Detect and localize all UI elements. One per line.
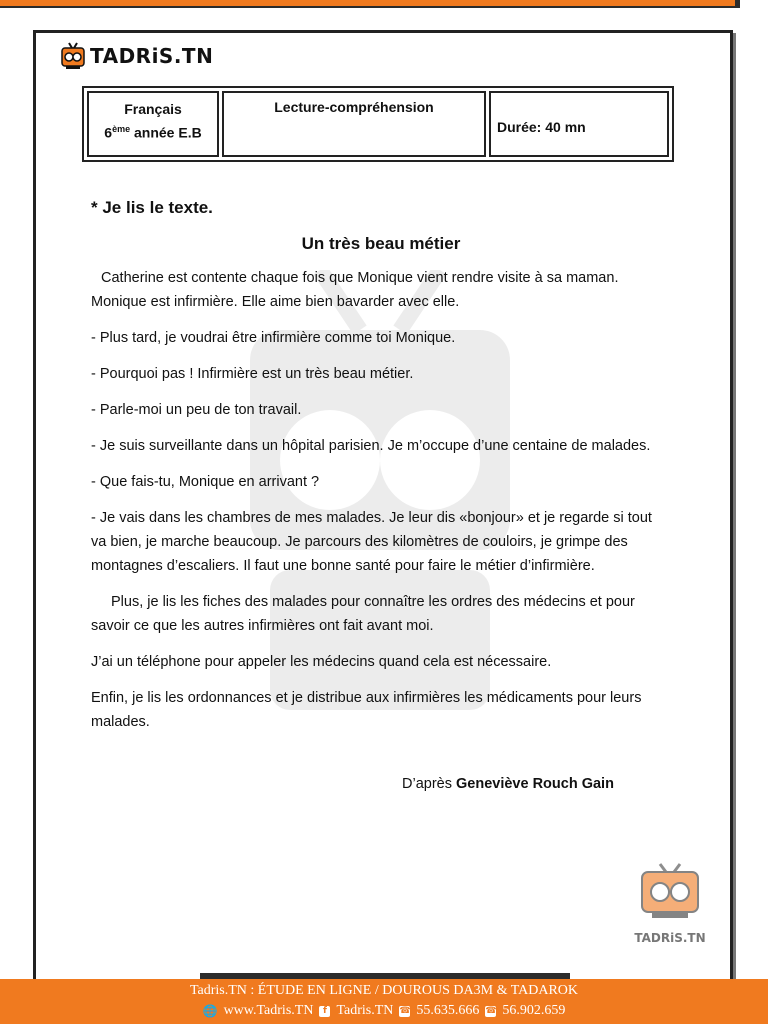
footer-phone-1: 55.635.666 xyxy=(416,1003,480,1018)
activity-label: Lecture-compréhension xyxy=(274,99,434,115)
subject-cell xyxy=(87,91,219,157)
mascot-icon xyxy=(630,862,710,926)
footer-facebook[interactable]: Tadris.TN xyxy=(336,1003,394,1018)
source-attribution xyxy=(91,772,671,796)
footer-tagline: Tadris.TN : ÉTUDE EN LIGNE / DOUROUS DA3M & TADAROK xyxy=(189,983,579,998)
subject-label: Français xyxy=(124,101,182,117)
paragraph: - Je vais dans les chambres de mes malades. Je leur dis «bonjour» et je regarde si tout va bien, je marche beaucoup. Je parcours des kilomètres de couloirs, je grimpe des montagnes d’escaliers. Il faut une bonne santé pour faire le métier d’infirmière. xyxy=(91,510,652,574)
facebook-icon: f xyxy=(319,1006,330,1017)
top-stripe-orange xyxy=(0,0,735,6)
duration-cell xyxy=(489,91,669,157)
footer-bar xyxy=(0,979,768,1024)
reading-text xyxy=(91,196,671,796)
paragraph: Plus, je lis les fiches des malades pour connaître les ordres des médecins et pour savoir ce que les autres infirmières ont fait avant moi. xyxy=(91,594,635,634)
footer-website[interactable]: www.Tadris.TN xyxy=(223,1003,314,1018)
logo-text: TADRiS.TN xyxy=(90,44,214,68)
footer-phone-2: 56.902.659 xyxy=(502,1003,566,1018)
header-table xyxy=(82,86,674,162)
top-stripe xyxy=(0,0,768,8)
footer xyxy=(0,973,768,1024)
corner-logo xyxy=(630,862,710,945)
paragraph: - Je suis surveillante dans un hôpital parisien. Je m’occupe d’une centaine de malades. xyxy=(91,438,651,454)
corner-logo-text: TADRiS.TN xyxy=(634,931,706,945)
duration-label: Durée: 40 mn xyxy=(497,119,586,135)
story-title: Un très beau métier xyxy=(301,234,461,253)
paragraph: - Que fais-tu, Monique en arrivant ? xyxy=(91,474,320,490)
footer-contacts xyxy=(0,1003,768,1019)
phone-icon: ☎ xyxy=(399,1005,411,1016)
globe-icon: 🌐 xyxy=(202,1004,218,1018)
level-label: 6ème année E.B xyxy=(104,124,202,141)
mascot-icon xyxy=(60,42,86,70)
paragraph: - Parle-moi un peu de ton travail. xyxy=(91,402,302,418)
section-title: * Je lis le texte. xyxy=(91,198,213,217)
paragraph: - Plus tard, je voudrai être infirmière comme toi Monique. xyxy=(91,330,456,346)
paragraph: Enfin, je lis les ordonnances et je distribue aux infirmières les médicaments pour leurs malades. xyxy=(91,690,642,730)
paragraph: Catherine est contente chaque fois que Monique vient rendre visite à sa maman. Monique est infirmière. Elle aime bien bavarder avec elle. xyxy=(91,270,619,310)
paragraph: - Pourquoi pas ! Infirmière est un très beau métier. xyxy=(91,366,414,382)
source-prefix: D’après xyxy=(402,776,452,792)
activity-cell xyxy=(222,91,486,157)
brand-logo xyxy=(60,42,213,70)
phone-icon: ☎ xyxy=(485,1005,497,1016)
source-author: Geneviève Rouch Gain xyxy=(456,776,614,792)
paragraph: J’ai un téléphone pour appeler les médecins quand cela est nécessaire. xyxy=(91,654,552,670)
